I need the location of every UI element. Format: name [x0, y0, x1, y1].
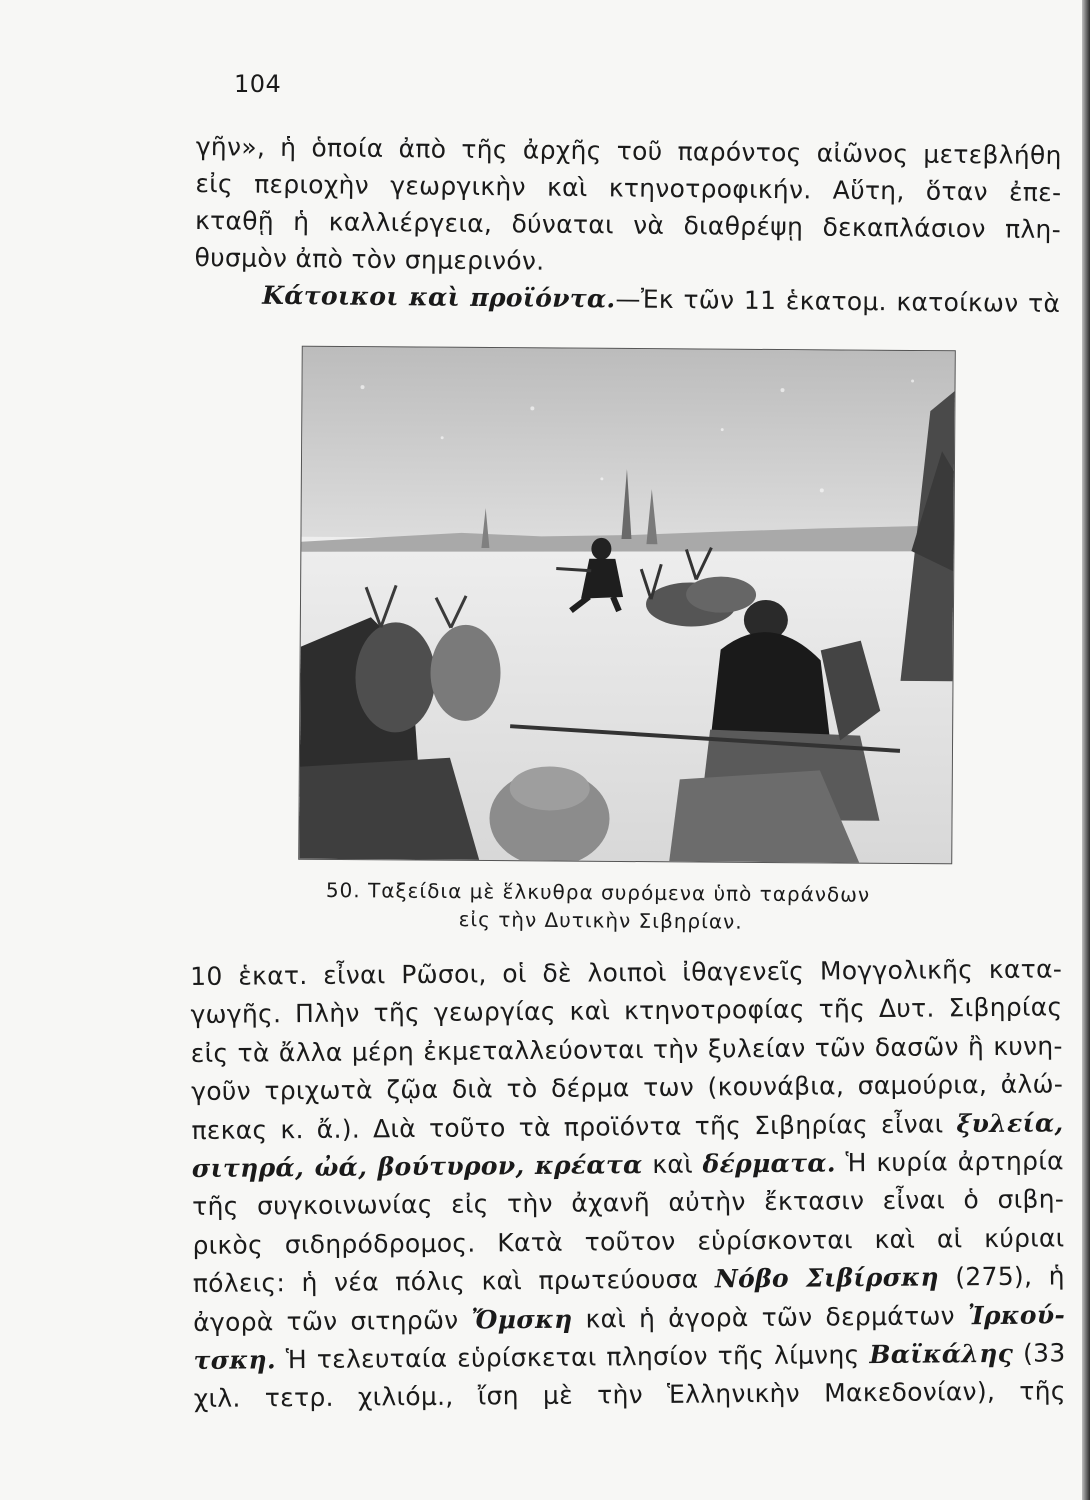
text-line: γωγῆς. Πλὴν τῆς γεωργίας καὶ κτηνοτροφίας τῆς Δυτ. Σιβηρίας	[190, 992, 1063, 1030]
paragraph-bottom	[190, 950, 1066, 1418]
reindeer-sleigh-photo	[298, 346, 956, 865]
text-line: 10 ἑκατ. εἶναι Ρῶσοι, οἱ δὲ λοιποὶ ἰθαγενεῖς Μογγολικῆς κατα-	[190, 954, 1063, 991]
text-line: εἰς περιοχὴν γεωργικὴν καὶ κτηνοτροφικήν. Αὕτη, ὅταν ἐπε-	[195, 168, 1062, 208]
text-segment: πόλεις: ἡ νέα πόλις καὶ πρωτεύουσα	[192, 1264, 699, 1299]
text-line: ρικὸς σιδηρόδρομος. Κατὰ τοῦτον εὑρίσκονται καὶ αἱ κύριαι	[192, 1223, 1065, 1260]
lake-name: Βαϊκάλης	[869, 1338, 1014, 1369]
section-heading-rest: —Ἐκ τῶν 11 ἑκατομ. κατοίκων τὰ	[615, 284, 1061, 319]
product-term: δέρματα.	[702, 1148, 836, 1179]
text-segment: (33	[1022, 1338, 1066, 1368]
photo-illustration	[299, 347, 955, 864]
caption-line	[326, 876, 936, 909]
text-segment: καὶ	[652, 1149, 694, 1179]
city-name: Ἰρκού-	[967, 1299, 1066, 1330]
city-name: Ὄμσκη	[471, 1304, 573, 1335]
text-line: γῆν», ἡ ὁποία ἀπὸ τῆς ἀρχῆς τοῦ παρόντος αἰῶνος μετεβλήθη	[195, 131, 1062, 171]
text-line: θυσμὸν ἀπὸ τὸν σημερινόν.	[194, 242, 545, 276]
paragraph-top	[194, 128, 1062, 322]
caption-line-2: εἰς τὴν Δυτικὴν Σιβηρίαν.	[458, 907, 743, 934]
text-line: γοῦν τριχωτὰ ζῷα διὰ τὸ δέρμα των (κουνάβια, σαμούρια, ἀλώ-	[191, 1069, 1064, 1107]
city-name: τσκη.	[193, 1345, 277, 1375]
section-heading: Κάτοικοι καὶ προϊόντα.	[262, 280, 616, 314]
figure-caption	[326, 876, 936, 937]
page-number: 104	[234, 70, 282, 98]
city-name: Νόβο Σιβίρσκη	[714, 1262, 940, 1294]
text-segment: Ἡ τελευταία εὑρίσκεται πλησίον τῆς λίμνης	[285, 1340, 860, 1375]
text-line: κταθῇ ἡ καλλιέργεια, δύναται νὰ διαθρέψῃ δεκαπλάσιον πλη-	[194, 205, 1062, 245]
text-segment: ἀγορὰ τῶν σιτηρῶν	[193, 1305, 459, 1337]
text-segment: πεκας κ. ἄ.). Διὰ τοῦτο τὰ προϊόντα τῆς Σιβηρίας εἶναι	[191, 1108, 944, 1145]
product-term: σιτηρά, ὠά, βούτυρον, κρέατα	[191, 1150, 643, 1183]
text-segment: Ἡ κυρία ἀρτηρία	[845, 1146, 1064, 1178]
text-line: εἰς τὰ ἄλλα μέρη ἐκμεταλλεύονται τὴν ξυλείαν τῶν δασῶν ἢ κυνη-	[190, 1031, 1063, 1068]
text-line: χιλ. τετρ. χιλιόμ., ἴση μὲ τὴν Ἑλληνικὴν Μακεδονίαν), τῆς	[193, 1376, 1066, 1414]
section-heading-line	[194, 276, 1060, 322]
book-edge	[1082, 0, 1090, 1500]
figure-number: 50.	[325, 877, 361, 903]
text-segment: (275), ἡ	[955, 1261, 1065, 1292]
caption-text: Ταξείδια μὲ ἕλκυθρα συρόμενα ὑπὸ ταράνδων	[367, 878, 871, 907]
text-line: τῆς συγκοινωνίας εἰς τὴν ἀχανῆ αὐτὴν ἔκτασιν εἶναι ὁ σιβη-	[192, 1184, 1065, 1222]
product-term: ξυλεία,	[956, 1107, 1064, 1138]
text-segment: καὶ ἡ ἀγορὰ τῶν δερμάτων	[585, 1300, 955, 1334]
